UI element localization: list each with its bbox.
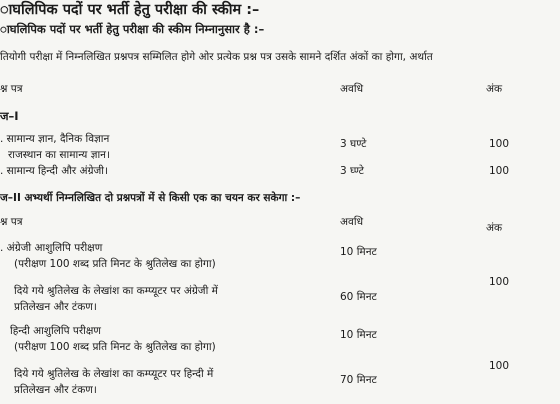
table2-marks-hindi: 100: [489, 360, 510, 372]
table2-row4-line2: प्रतिलेखन और टंकण।: [14, 384, 97, 396]
phase1-label: ज–I: [0, 109, 19, 123]
table1-row2-marks: 100: [489, 165, 510, 177]
intro-paragraph: तियोगी परीक्षा में निम्नलिखित प्रश्नपत्र सम्मिलित होगे ओर प्रत्येक प्रश्न पत्र उसके सामने दर्शित अंकों का होगा, अर्थात: [0, 51, 433, 63]
table2-row1-duration: 10 मिनट: [340, 246, 377, 258]
phase2-heading: ज–II अभ्यर्थी निम्नलिखित दो प्रश्नपत्रों में से किसी एक का चयन कर सकेगा :–: [0, 192, 301, 204]
table1-header-paper: श्न पत्र: [0, 83, 23, 95]
page-heading: ाघलिपिक पदों पर भर्ती हेतु परीक्षा की स्कीम :–: [0, 2, 260, 18]
table2-marks-english: 100: [489, 276, 510, 288]
table2-row3-line1: हिन्दी आशुलिपि परीक्षण: [10, 325, 102, 337]
table2-row3-duration: 10 मिनट: [340, 329, 377, 341]
table2-header-duration: अवधि: [340, 216, 364, 228]
table2-row3-line2: (परीक्षण 100 शब्द प्रति मिनट के श्रुतिलेख का होगा): [14, 341, 216, 353]
table1-row1-duration: 3 घण्टे: [340, 138, 367, 150]
table1-header-duration: अवधि: [340, 83, 364, 95]
table2-row4-duration: 70 मिनट: [340, 374, 377, 386]
table2-header-marks: अंक: [486, 222, 503, 234]
table1-row2-line1: . सामान्य हिन्दी और अंग्रेजी।: [0, 165, 108, 177]
table2-row1-line1: . अंग्रेजी आशुलिपि परीक्षण: [0, 242, 103, 254]
table1-row1-line1: . सामान्य ज्ञान, दैनिक विज्ञान: [0, 133, 110, 145]
table2-row1-line2: (परीक्षण 100 शब्द प्रति मिनट के श्रुतिलेख का होगा): [14, 258, 216, 270]
table1-row1-marks: 100: [489, 138, 510, 150]
table2-row4-line1: दिये गये श्रुतिलेख के लेखांश का कम्प्यूटर पर हिन्दी में: [14, 368, 214, 380]
table2-header-paper: श्न पत्र: [0, 216, 23, 228]
table2-row2-duration: 60 मिनट: [340, 291, 377, 303]
page-subheading: ाघलिपिक पदों पर भर्ती हेतु परीक्षा की स्कीम निम्नानुसार है :–: [0, 22, 265, 36]
table1-row2-duration: 3 घ्ण्टे: [340, 165, 364, 177]
table2-row2-line2: प्रतिलेखन और टंकण।: [14, 301, 97, 313]
table1-row1-line2: राजस्थान का सामान्य ज्ञान।: [8, 149, 110, 161]
table2-row2-line1: दिये गये श्रुतिलेख के लेखांश का कम्प्यूटर पर अंग्रेजी में: [14, 285, 218, 297]
table1-header-marks: अंक: [486, 83, 503, 95]
